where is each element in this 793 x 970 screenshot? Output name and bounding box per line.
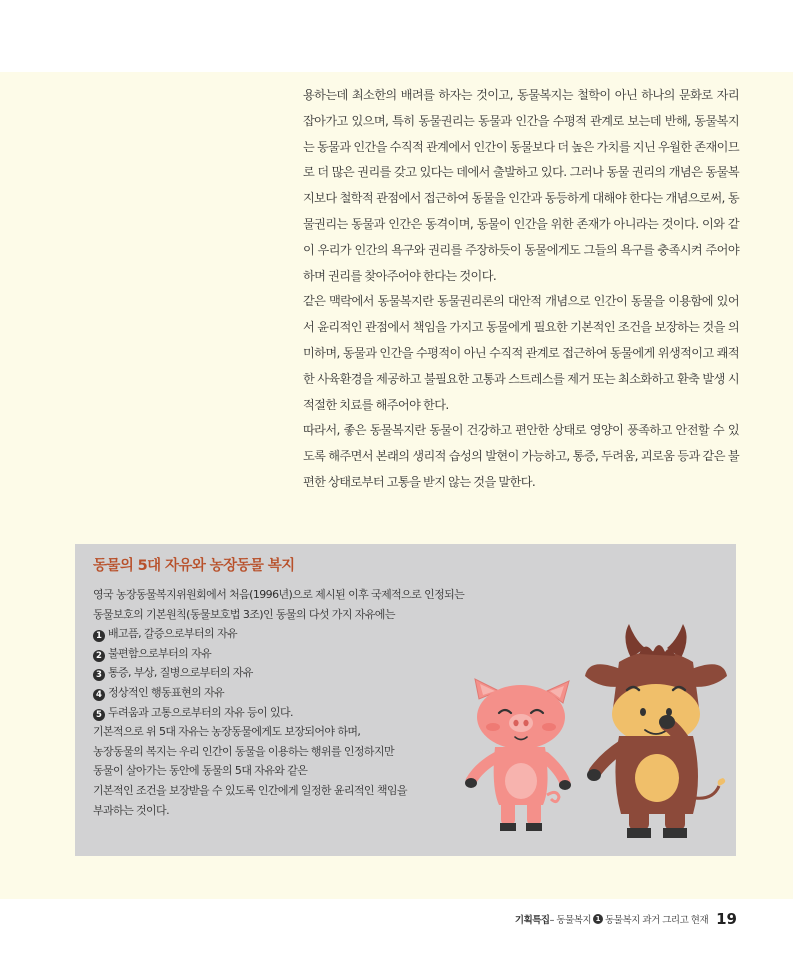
box-line: 동물이 살아가는 동안에 동물의 5대 자유와 같은	[93, 764, 308, 778]
box-title: 동물의 5대 자유와 농장동물 복지	[93, 558, 295, 574]
page-top-margin	[0, 0, 793, 72]
page-number: 19	[716, 910, 737, 928]
box-text	[93, 585, 523, 820]
pig-illustration	[465, 677, 577, 837]
footer-section: 기획특집	[514, 915, 550, 926]
footer-number-badge: 1	[593, 914, 603, 924]
box-line: 기본적으로 위 5대 자유는 농장동물에게도 보장되어야 하며,	[93, 725, 361, 739]
paragraph: 따라서, 좋은 동물복지란 동물이 건강하고 편안한 상태로 영양이 풍족하고 안전할 수 있도록 해주면서 본래의 생리적 습성의 발현이 가능하고, 통증, 두려움, 괴로움 등과 같은 불편한 상태로부터 고통을 받지 않는 것을 말한다.	[303, 423, 739, 489]
article-body	[303, 83, 739, 496]
freedom-text: 정상적인 행동표현의 자유	[108, 685, 225, 699]
box-line: 농장동물의 복지는 우리 인간이 동물을 이용하는 행위를 인정하지만	[93, 744, 395, 758]
footer-title: 동물복지 과거 그리고 현재	[605, 915, 709, 926]
page-footer	[515, 910, 737, 928]
freedom-item	[93, 644, 523, 664]
number-badge: 1	[93, 630, 105, 642]
number-badge: 5	[93, 709, 105, 721]
box-line: 기본적인 조건을 보장받을 수 있도록 인간에게 일정한 윤리적인 책임을	[93, 783, 407, 797]
number-badge: 2	[93, 650, 105, 662]
paragraph: 같은 맥락에서 동물복지란 동물권리론의 대안적 개념으로 인간이 동물을 이용함에 있어서 윤리적인 관점에서 책임을 가지고 동물에게 필요한 기본적인 조건을 보장하는 것을 의미하며, 동물과 인간을 수평적이 아닌 수직적 관계로 접근하여 동물에게 위생적이고 쾌적한 사육환경을 제공하고 불필요한 고통과 스트레스를 제거 또는 최소화하고 환축 발생 시 적절한 치료를 해주어야 한다.	[303, 294, 739, 412]
paragraph: 용하는데 최소한의 배려를 하자는 것이고, 동물복지는 철학이 아닌 하나의 문화로 자리 잡아가고 있으며, 특히 동물권리는 동물과 인간을 수평적 관계로 보는데 반해, 동물복지는 동물과 인간을 수직적 관계에서 인간이 동물보다 더 높은 가치를 지닌 우월한 존재이므로 더 많은 권리를 갖고 있다는 데에서 출발하고 있다. 그러나 동물 권리의 개념은 동물복지보다 철학적 관점에서 접근하여 동물을 인간과 동등하게 대해야 한다는 개념으로써, 동물권리는 동물과 인간은 동격이며, 동물이 인간을 위한 존재가 아니라는 것이다. 이와 같이 우리가 인간의 욕구와 권리를 주장하듯이 동물에게도 그들의 욕구를 충족시켜 주어야 하며 권리를 찾아주어야 한다는 것이다.	[303, 88, 739, 283]
box-line: 동물보호의 기본원칙(동물보호법 3조)인 동물의 다섯 가지 자유에는	[93, 607, 395, 621]
freedom-text: 불편함으로부터의 자유	[108, 646, 212, 660]
sidebar-box	[75, 544, 736, 856]
box-line: 부과하는 것이다.	[93, 803, 169, 817]
box-line: 영국 농장동물복지위원회에서 처음(1996년)으로 제시된 이후 국제적으로 인정되는	[93, 588, 465, 601]
freedom-item	[93, 624, 523, 644]
cow-illustration	[583, 618, 729, 843]
footer-separator: – 동물복지	[549, 915, 592, 926]
number-badge: 4	[93, 689, 105, 701]
freedom-text: 통증, 부상, 질병으로부터의 자유	[108, 666, 253, 680]
freedom-item	[93, 683, 523, 703]
freedom-text: 두려움과 고통으로부터의 자유 등이 있다.	[108, 705, 293, 719]
number-badge: 3	[93, 669, 105, 681]
freedom-item	[93, 663, 523, 683]
freedom-item	[93, 703, 523, 723]
freedom-text: 배고픔, 갈증으로부터의 자유	[108, 627, 238, 641]
